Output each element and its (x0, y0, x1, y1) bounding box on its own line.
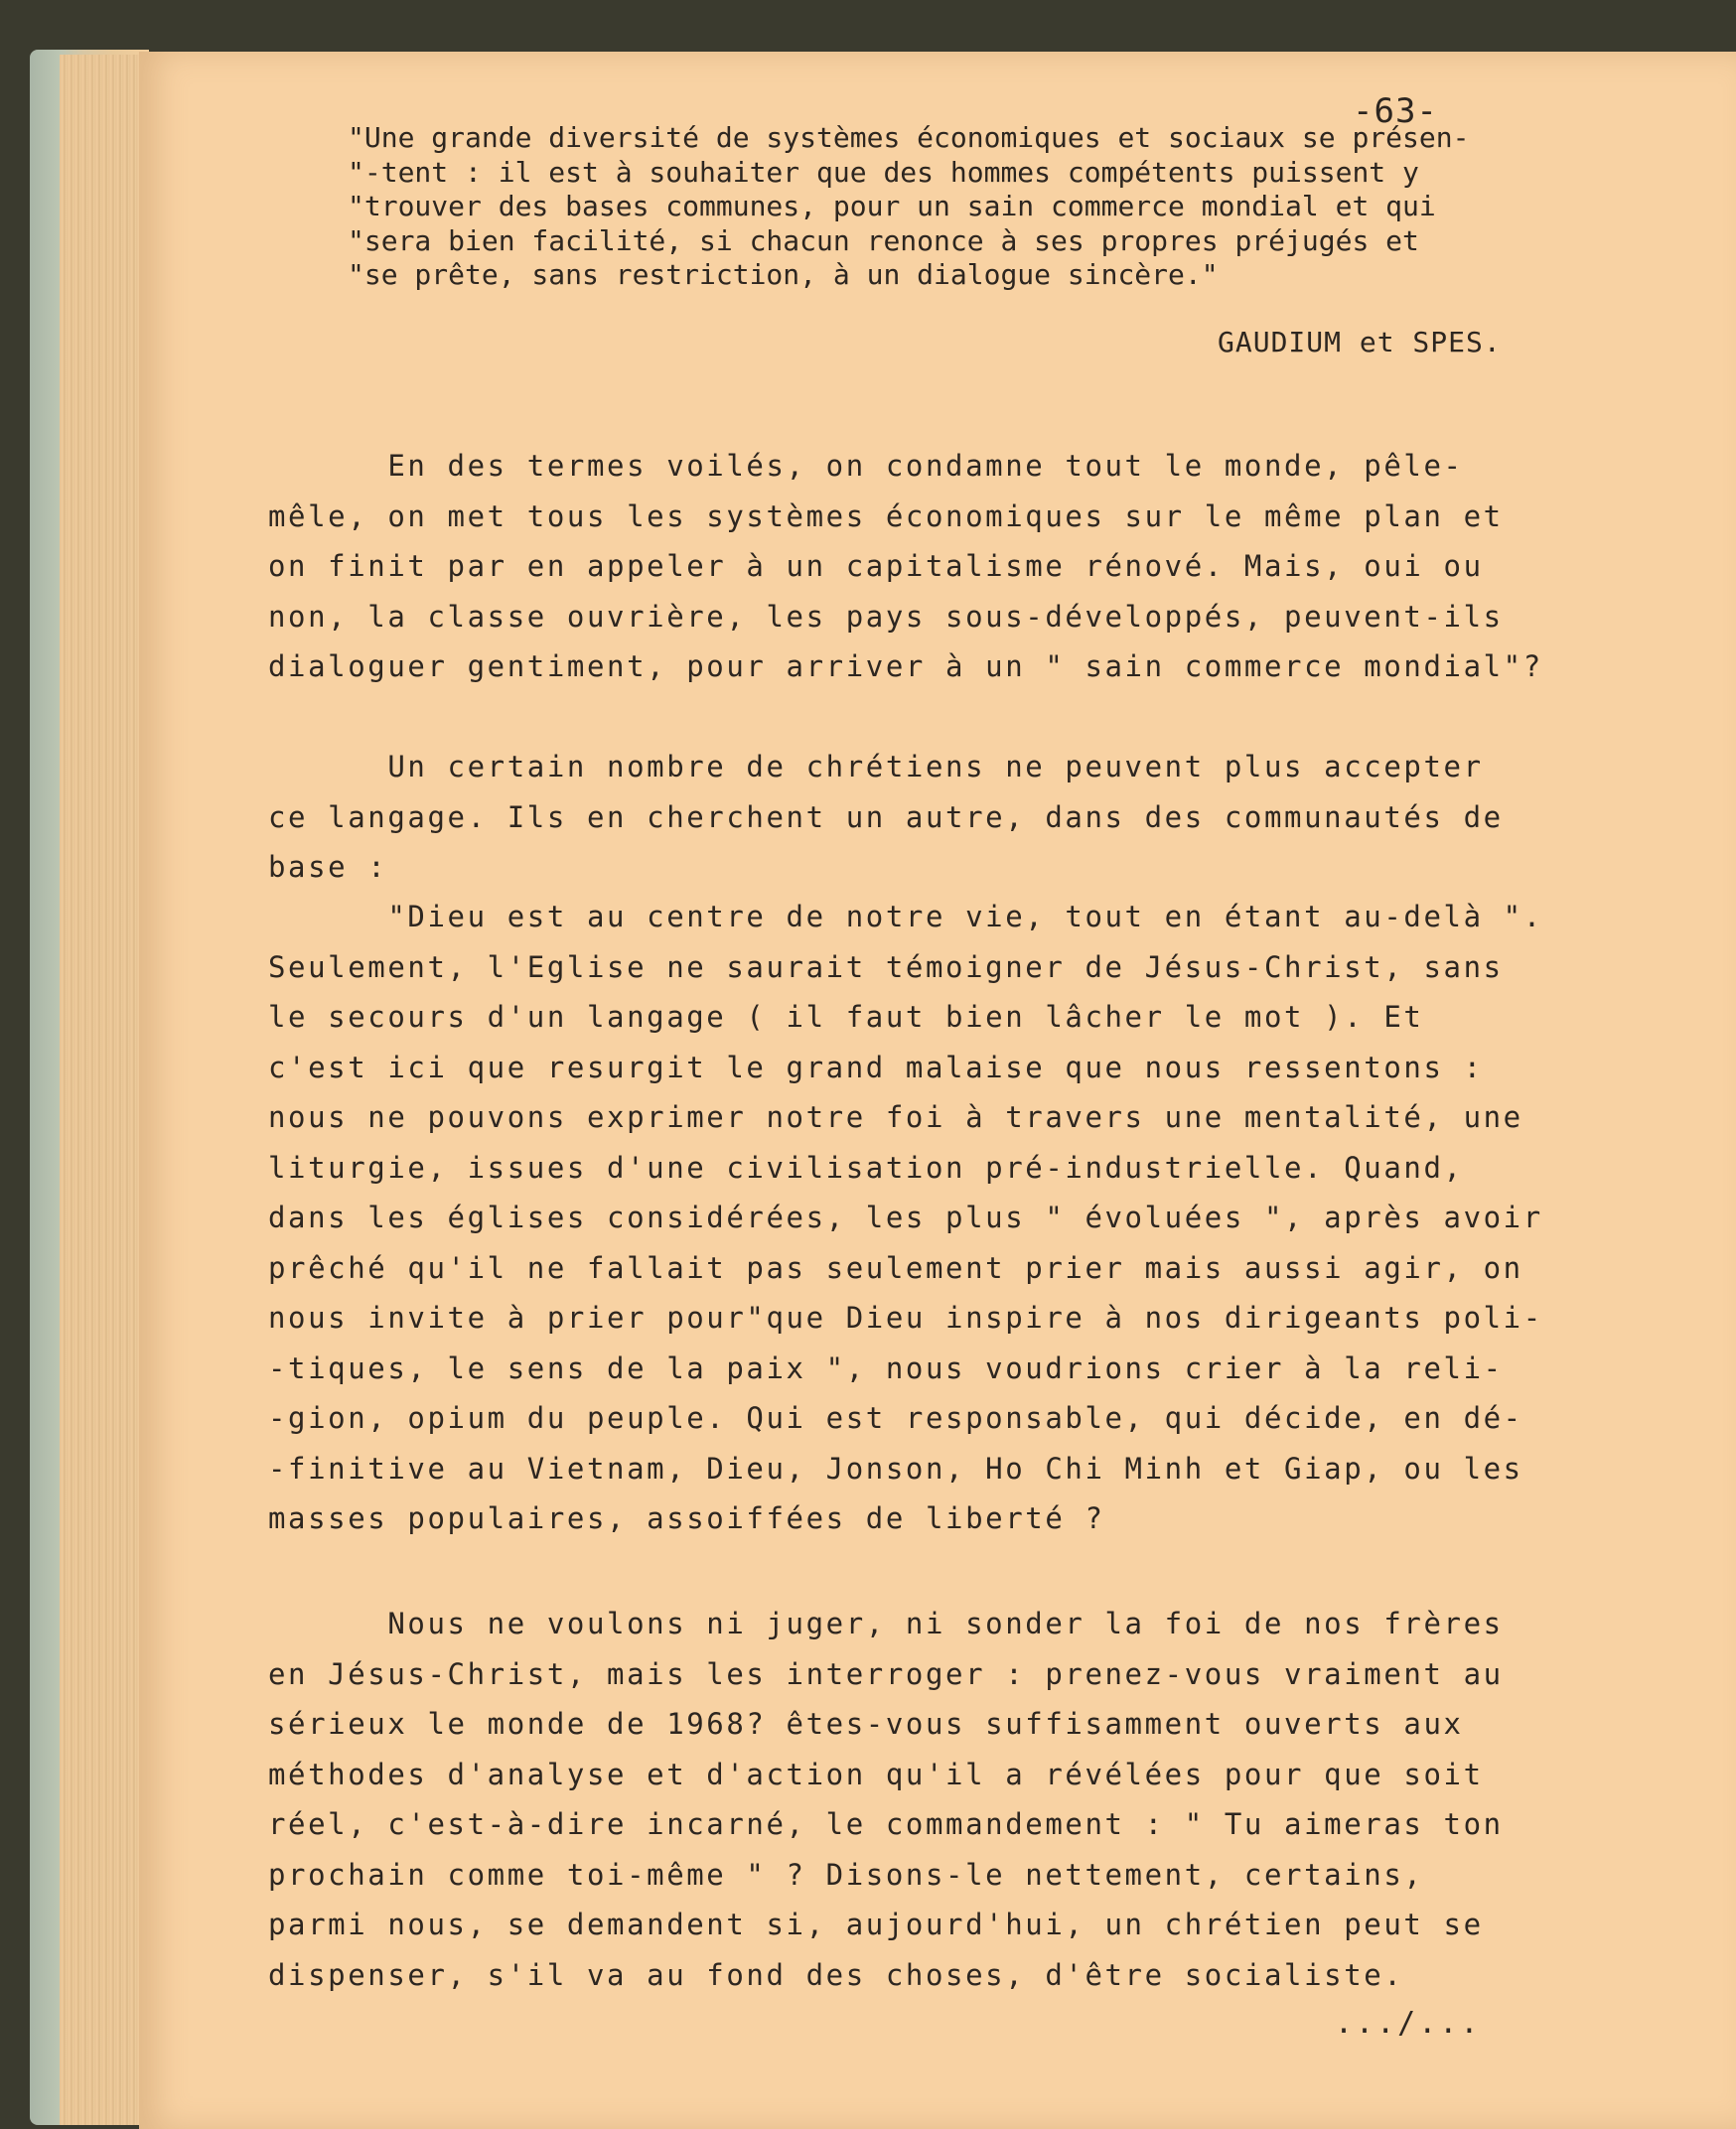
text-line: méthodes d'analyse et d'action qu'il a révélées pour que soit (268, 1757, 1484, 1791)
text-line: non, la classe ouvrière, les pays sous-développés, peuvent-ils (268, 599, 1504, 634)
text-line: "Dieu est au centre de notre vie, tout en étant au-delà ". (268, 900, 1543, 933)
text-line: base : (268, 850, 388, 884)
text-line: prochain comme toi-même " ? Disons-le nettement, certains, (268, 1857, 1424, 1892)
quote-line: "sera bien facilité, si chacun renonce à ses propres préjugés et (348, 223, 1419, 257)
text-line: Seulement, l'Eglise ne saurait témoigner de Jésus-Christ, sans (268, 949, 1504, 984)
text-line: réel, c'est-à-dire incarné, le commandement : " Tu aimeras ton (268, 1807, 1504, 1841)
text-line: prêché qu'il ne fallait pas seulement prier mais aussi agir, on (268, 1250, 1523, 1285)
continuation-marker: .../... (1335, 2006, 1482, 2041)
text-line: liturgie, issues d'une civilisation pré-industrielle. Quand, (268, 1150, 1464, 1185)
text-line: on finit par en appeler à un capitalisme rénové. Mais, oui ou (268, 549, 1484, 583)
text-line: sérieux le monde de 1968? êtes-vous suffisamment ouverts aux (268, 1707, 1464, 1741)
page-number: -63- (1353, 91, 1438, 131)
text-line: dispenser, s'il va au fond des choses, d'être socialiste. (268, 1957, 1404, 1992)
text-line: nous invite à prier pour"que Dieu inspire à nos dirigeants poli- (268, 1301, 1543, 1335)
text-line: masses populaires, assoiffées de liberté ? (268, 1501, 1105, 1535)
paragraph-3 (268, 892, 1589, 1544)
text-line: -finitive au Vietnam, Dieu, Jonson, Ho Chi Minh et Giap, ou les (268, 1451, 1523, 1486)
paragraph-2 (268, 742, 1589, 893)
quote-line: "se prête, sans restriction, à un dialogue sincère." (348, 258, 1219, 291)
text-line: -tiques, le sens de la paix ", nous voudrions crier à la reli- (268, 1350, 1504, 1385)
paragraph-1 (268, 441, 1589, 692)
text-line: dialoguer gentiment, pour arriver à un " sain commerce mondial"? (268, 649, 1543, 683)
text-line: -gion, opium du peuple. Qui est responsable, qui décide, en dé- (268, 1401, 1523, 1435)
text-line: mêle, on met tous les systèmes économiques sur le même plan et (268, 498, 1504, 533)
text-line: dans les églises considérées, les plus " évoluées ", après avoir (268, 1201, 1543, 1234)
text-line: Nous ne voulons ni juger, ni sonder la foi de nos frères (268, 1607, 1504, 1640)
text-line: c'est ici que resurgit le grand malaise que nous ressentons : (268, 1050, 1484, 1084)
text-line: Un certain nombre de chrétiens ne peuvent plus accepter (268, 750, 1484, 783)
text-line: nous ne pouvons exprimer notre foi à travers une mentalité, une (268, 1100, 1523, 1134)
text-line: En des termes voilés, on condamne tout le monde, pêle- (268, 449, 1464, 483)
text-line: ce langage. Ils en cherchent un autre, dans des communautés de (268, 799, 1504, 834)
text-line: parmi nous, se demandent si, aujourd'hui, un chrétien peut se (268, 1908, 1484, 1941)
text-line: le secours d'un langage ( il faut bien lâcher le mot ). Et (268, 1000, 1424, 1034)
paragraph-4 (268, 1599, 1589, 2000)
text-line: en Jésus-Christ, mais les interroger : prenez-vous vraiment au (268, 1656, 1504, 1691)
epigraph-quote (348, 121, 1589, 293)
quote-line: "Une grande diversité de systèmes économiques et sociaux se présen- (348, 121, 1470, 154)
quote-line: "-tent : il est à souhaiter que des hommes compétents puissent y (348, 155, 1419, 189)
quote-attribution: GAUDIUM et SPES. (1218, 326, 1502, 358)
quote-line: "trouver des bases communes, pour un sain commerce mondial et qui (348, 190, 1436, 222)
